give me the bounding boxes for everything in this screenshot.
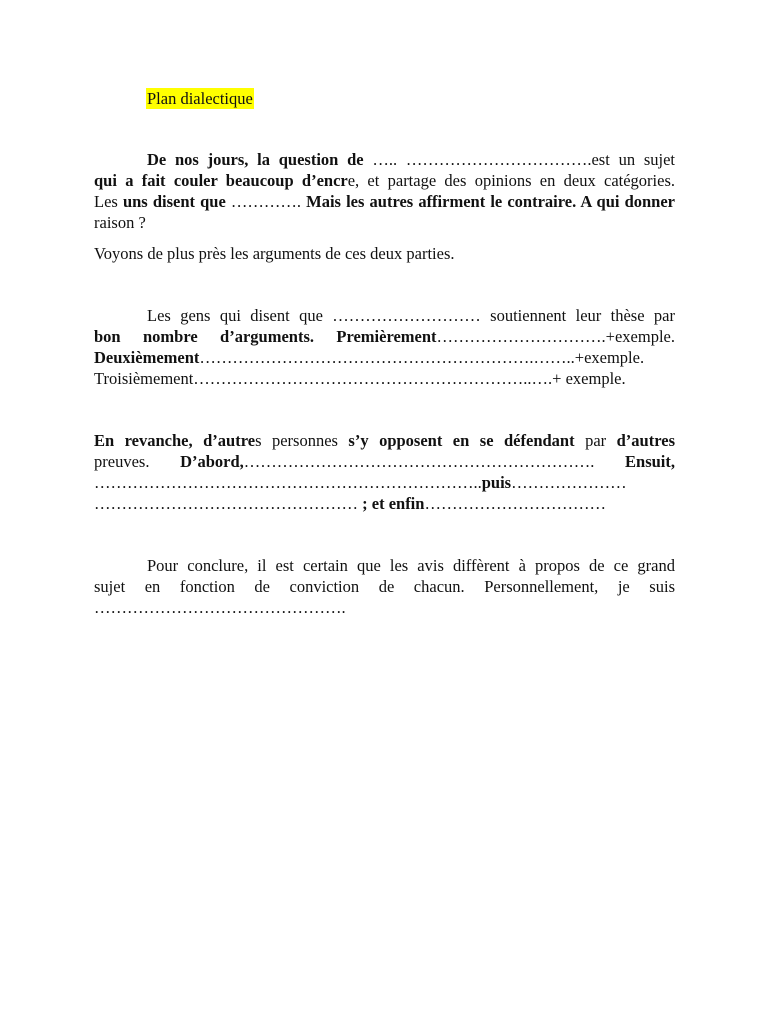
conclusion-line-3: ………………………………………. [94,598,346,617]
intro-line-4 [94,212,675,233]
arguments-line-1 [94,305,675,326]
arguments-text [314,327,336,346]
document-title: Plan dialectique [147,89,253,108]
intro-text: raison ? [94,213,146,232]
arguments-bold-text: Deuxièmement [94,348,200,367]
intro-bold-text: Mais les autres affirment le contraire. A qui donner [306,192,675,211]
counter-line-2 [94,451,675,472]
counter-line-4 [94,493,675,514]
counter-line-1 [94,430,675,451]
counter-text: ………………… [511,473,627,492]
counter-bold-text: D’abord, [180,452,244,471]
arguments-line-2 [94,326,675,347]
counter-bold-text: puis [481,473,512,492]
arguments-line-3 [94,347,675,368]
voyons-paragraph [94,243,675,264]
counter-bold-text: d’autres [616,431,675,450]
intro-bold-text: De nos jours, la question de [147,150,364,169]
voyons-text: Voyons de plus près les arguments de ces deux parties. [94,244,455,263]
conclusion-line-1: Pour conclure, il est certain que les avis diffèrent à propos de ce grand [147,556,675,575]
intro-bold-text: qui a fait couler beaucoup d’encr [94,171,348,190]
counter-arguments-paragraph [94,430,675,514]
arguments-text: …………………………………………………….……..+exemple. [199,348,645,367]
counter-text: …………………………… [424,494,606,513]
arguments-text: Les gens qui disent que ……………………… soutiennent leur thèse par [147,306,675,325]
counter-bold-text: Ensuit, [625,452,675,471]
intro-bold-text: uns disent que [122,192,226,211]
intro-paragraph [94,149,675,233]
intro-line-3 [94,191,675,212]
arguments-paragraph [94,305,675,389]
counter-text: ………………………………………… [94,494,363,513]
arguments-bold-text: bon nombre d’arguments. [94,327,314,346]
counter-text: preuves. [94,452,181,471]
counter-line-3 [94,472,675,493]
intro-line-1 [94,149,675,170]
counter-text: ………………………………………………………. [243,452,626,471]
conclusion-line-2: sujet en fonction de conviction de chacun. Personnellement, je suis [94,577,675,596]
intro-text: Les [94,192,123,211]
counter-text: …………………………………………………………….. [94,473,482,492]
arguments-text: Troisièmement……………………………………………………..….+ exemple. [94,369,626,388]
intro-text: e, et partage des opinions en deux catégories. [347,171,675,190]
arguments-line-4 [94,368,675,389]
arguments-text: ………………………….+exemple. [436,327,675,346]
intro-text: …………. [225,192,307,211]
counter-text: par [574,431,617,450]
intro-text: ….. …………………………….est un sujet [363,150,675,169]
arguments-bold-text: Premièrement [336,327,437,346]
conclusion-paragraph [94,555,675,618]
intro-line-2 [94,170,675,191]
counter-text: s personnes [255,431,349,450]
counter-bold-text: s’y opposent en se défendant [348,431,575,450]
counter-bold-text: ; et enfin [362,494,425,513]
counter-bold-text: En revanche, d’autre [94,431,256,450]
